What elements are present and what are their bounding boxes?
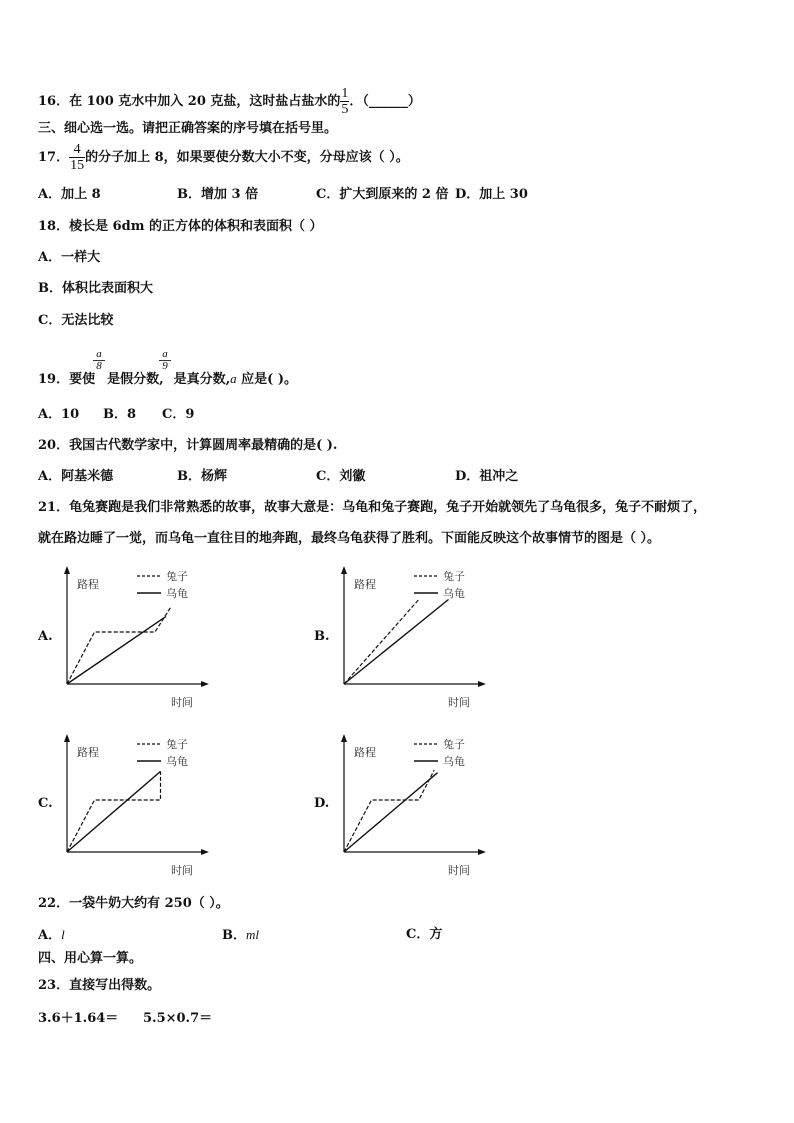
- x-axis-label: 时间: [171, 864, 193, 877]
- q20-option-c: C．刘徽: [316, 469, 366, 484]
- question-19: 19．要使 是假分数, 是真分数,a 应是( )。: [38, 371, 298, 387]
- turtle-series: [344, 773, 438, 852]
- q17-option-d: D．加上 30: [455, 187, 528, 202]
- q20-option-a: A．阿基米德: [38, 469, 114, 484]
- q17-option-b: B．增加 3 倍: [177, 187, 259, 202]
- x-axis-label: 时间: [171, 696, 193, 709]
- turtle-series: [344, 600, 449, 685]
- graph-d: [332, 730, 492, 880]
- rabbit-series: [67, 606, 172, 684]
- q19-option-a: A．10: [38, 407, 80, 422]
- x-axis-arrow: [201, 849, 209, 855]
- section-3-heading: 三、细心选一选。请把正确答案的序号填在括号里。: [38, 121, 338, 136]
- x-axis-arrow: [478, 681, 486, 687]
- graph-a: [55, 562, 215, 712]
- question-20: 20．我国古代数学家中，计算圆周率最精确的是( ).: [38, 438, 338, 453]
- question-17: 17． $\frac{4}{15}$ 的分子加上 8，如果要使分数大小不变，分母应该（ ）。: [38, 142, 409, 173]
- y-axis-label: 路程: [77, 746, 99, 759]
- graph-a-letter: A.: [38, 629, 53, 644]
- legend-turtle-label: 乌龟: [166, 755, 188, 768]
- q22-option-c: C．方: [406, 927, 443, 942]
- q22-option-b: B．ml: [222, 927, 259, 943]
- q17-fraction: $\frac{4}{15}$: [70, 142, 85, 173]
- q16-text-b: ．（______）: [349, 94, 421, 109]
- graph-c-letter: C.: [38, 796, 53, 811]
- graph-b: [332, 562, 492, 712]
- graph-b-letter: B.: [314, 629, 330, 644]
- legend-rabbit-label: 兔子: [166, 738, 188, 751]
- y-axis-arrow: [64, 734, 70, 742]
- q19-option-c: C．9: [162, 407, 195, 422]
- legend-rabbit-label: 兔子: [166, 570, 188, 583]
- q22-option-a: A．l: [38, 927, 65, 943]
- legend-turtle-label: 乌龟: [443, 587, 465, 600]
- q17-option-c: C．扩大到原来的 2 倍: [316, 187, 449, 202]
- question-18: 18．棱长是 6dm 的正方体的体积和表面积（ ）: [38, 219, 323, 234]
- legend-turtle-label: 乌龟: [166, 587, 188, 600]
- y-axis-label: 路程: [77, 578, 99, 591]
- x-axis-label: 时间: [448, 696, 470, 709]
- section-4-heading: 四、用心算一算。: [38, 951, 143, 966]
- question-21-line-1: 21．龟兔赛跑是我们非常熟悉的故事，故事大意是：乌龟和兔子赛跑，兔子开始就领先了乌龟很多，兔子不耐烦了，: [38, 500, 707, 515]
- turtle-series: [67, 771, 161, 852]
- q23-expr-2: 5.5×0.7＝: [143, 1011, 213, 1026]
- q18-option-c: C．无法比较: [38, 313, 114, 328]
- question-16: [38, 86, 421, 117]
- x-axis-label: 时间: [448, 864, 470, 877]
- rabbit-series: [344, 600, 419, 685]
- y-axis-arrow: [341, 734, 347, 742]
- y-axis-arrow: [341, 566, 347, 574]
- q18-option-b: B．体积比表面积大: [38, 281, 153, 296]
- graph-d-letter: D.: [314, 796, 330, 811]
- q16-text-a: 16．在 100 克水中加入 20 克盐，这时盐占盐水的: [38, 94, 341, 109]
- question-23: 23．直接写出得数。: [38, 978, 161, 993]
- q16-fraction: $\frac{1}{5}$: [341, 86, 349, 117]
- question-22: 22．一袋牛奶大约有 250（ ）。: [38, 896, 229, 911]
- q19-option-b: B．8: [103, 407, 137, 422]
- q20-option-d: D．祖冲之: [455, 469, 519, 484]
- x-axis-arrow: [201, 681, 209, 687]
- y-axis-label: 路程: [354, 746, 376, 759]
- q17-option-a: A．加上 8: [38, 187, 101, 202]
- legend-rabbit-label: 兔子: [443, 570, 465, 583]
- y-axis-arrow: [64, 566, 70, 574]
- x-axis-arrow: [478, 849, 486, 855]
- q19-fraction-2: a 9: [159, 349, 171, 372]
- legend-rabbit-label: 兔子: [443, 738, 465, 751]
- question-21-line-2: 就在路边睡了一觉，而乌龟一直往目的地奔跑，最终乌龟获得了胜利。下面能反映这个故事情节的图是（ ）。: [38, 531, 661, 546]
- q18-option-a: A．一样大: [38, 250, 101, 265]
- legend-turtle-label: 乌龟: [443, 755, 465, 768]
- q20-option-b: B．杨辉: [177, 469, 227, 484]
- y-axis-label: 路程: [354, 578, 376, 591]
- turtle-series: [67, 616, 166, 684]
- q19-fraction-1: a 8: [93, 349, 105, 372]
- q23-expr-1: 3.6＋1.64＝: [38, 1011, 119, 1026]
- graph-c: [55, 730, 215, 880]
